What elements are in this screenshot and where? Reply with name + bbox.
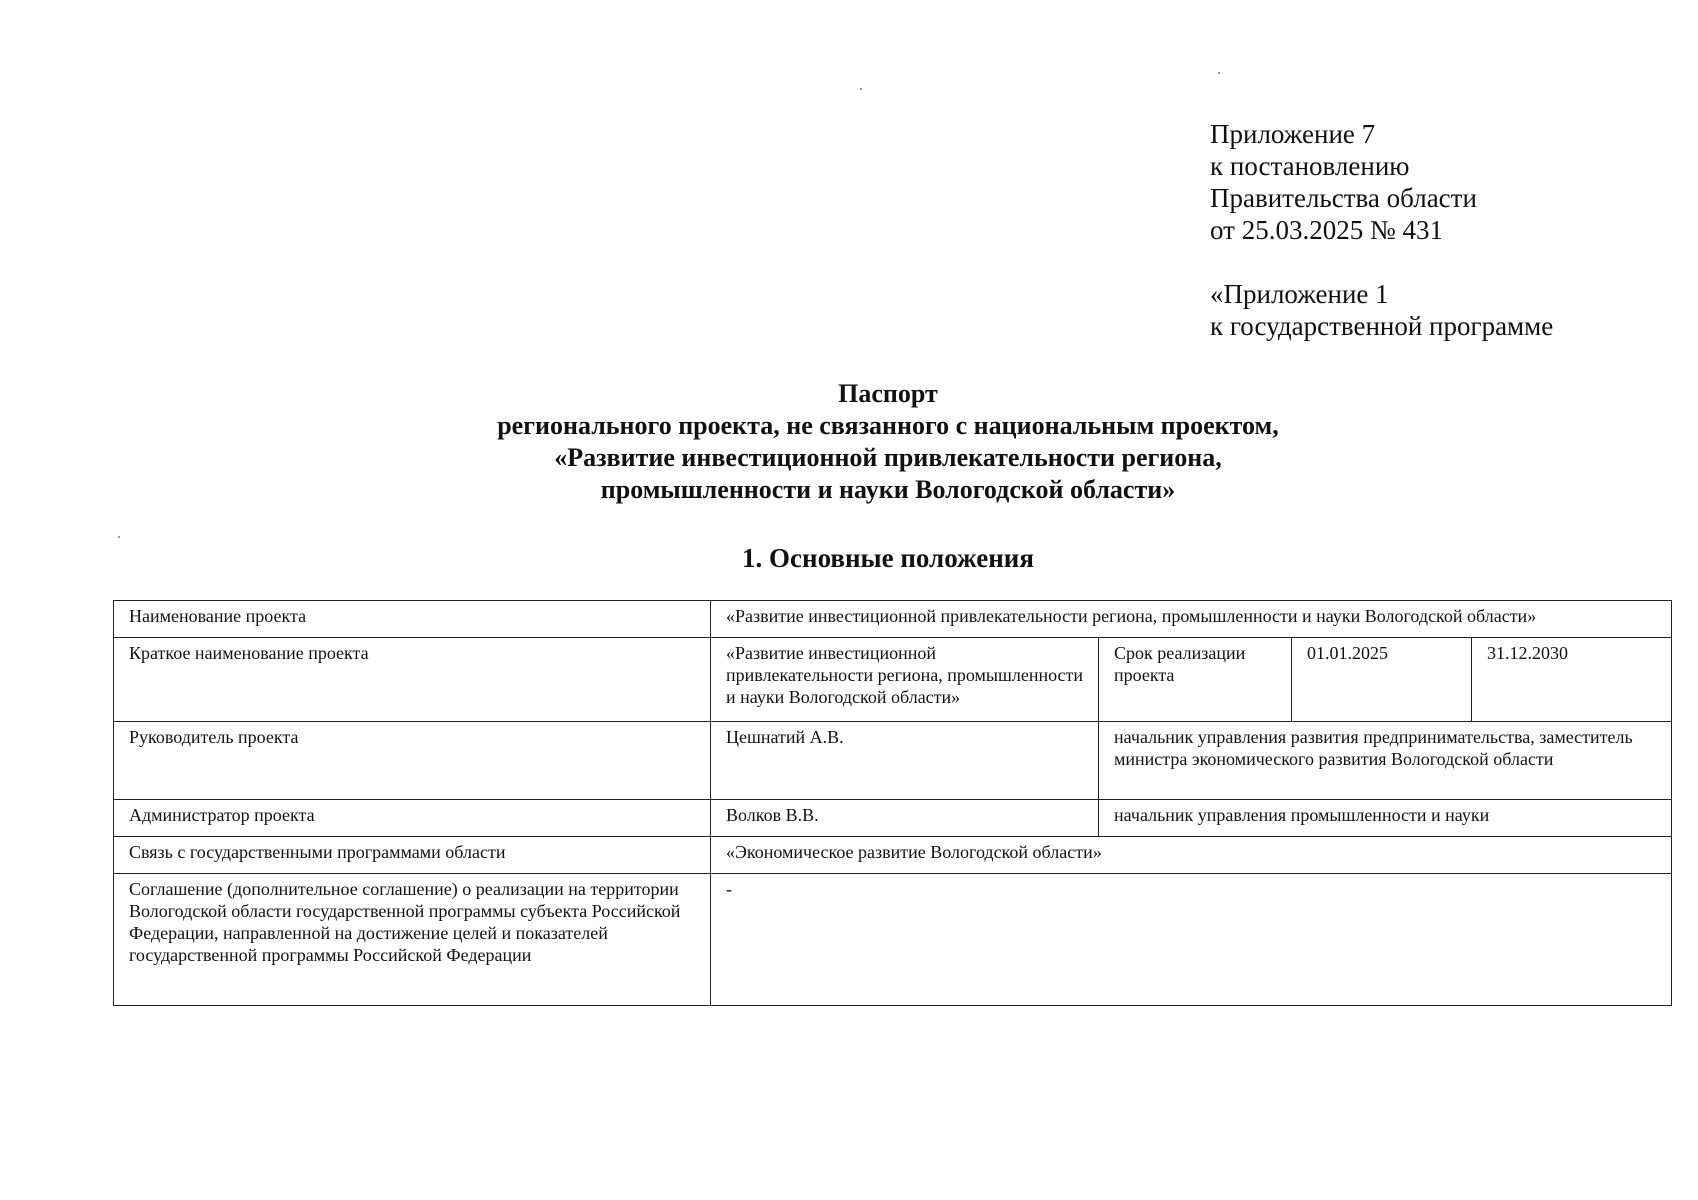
agreement-value: -	[711, 874, 1672, 1006]
appendix-line: Приложение 7	[1210, 119, 1376, 149]
appendix-line: к постановлению	[1210, 151, 1410, 181]
project-name-value: «Развитие инвестиционной привлекательности региона, промышленности и науки Вологодской области»	[711, 601, 1672, 638]
title-line: регионального проекта, не связанного с национальным проектом,	[497, 411, 1279, 440]
row-label: Соглашение (дополнительное соглашение) о реализации на территории Вологодской области государственной программы субъекта Российской Федерации, направленной на достижение целей и показателей государственной программы Российской Федерации	[114, 874, 711, 1006]
section-heading: 1. Основные положения	[742, 543, 1034, 573]
end-date: 31.12.2030	[1472, 638, 1672, 722]
table-row	[114, 638, 1672, 722]
scan-speck	[860, 88, 862, 90]
table-row	[114, 837, 1672, 874]
row-label: Связь с государственными программами области	[114, 837, 711, 874]
start-date: 01.01.2025	[1292, 638, 1472, 722]
table-row	[114, 722, 1672, 800]
table-row	[114, 601, 1672, 638]
table-row	[114, 874, 1672, 1006]
title-line: «Развитие инвестиционной привлекательности региона,	[554, 443, 1222, 472]
short-name-value: «Развитие инвестиционной привлекательности региона, промышленности и науки Вологодской области»	[711, 638, 1099, 722]
administrator-name: Волков В.В.	[711, 800, 1099, 837]
row-label: Администратор проекта	[114, 800, 711, 837]
administrator-position: начальник управления промышленности и науки	[1099, 800, 1672, 837]
appendix-line: «Приложение 1	[1210, 279, 1389, 309]
title-line: промышленности и науки Вологодской области»	[600, 475, 1176, 504]
row-label: Наименование проекта	[114, 601, 711, 638]
passport-table	[113, 600, 1672, 1006]
row-label: Руководитель проекта	[114, 722, 711, 800]
scan-speck	[1218, 72, 1220, 74]
leader-position: начальник управления развития предпринимательства, заместитель министра экономического развития Вологодской области	[1099, 722, 1672, 800]
table-row	[114, 800, 1672, 837]
title-line: Паспорт	[838, 379, 938, 408]
leader-name: Цешнатий А.В.	[711, 722, 1099, 800]
programs-value: «Экономическое развитие Вологодской области»	[711, 837, 1672, 874]
appendix-line: к государственной программе	[1210, 311, 1554, 341]
appendix-block	[1210, 118, 1553, 342]
term-label: Срок реализации проекта	[1099, 638, 1292, 722]
appendix-line: Правительства области	[1210, 183, 1477, 213]
scan-speck	[118, 536, 120, 538]
appendix-date-number: от 25.03.2025 № 431	[1210, 215, 1443, 245]
row-label: Краткое наименование проекта	[114, 638, 711, 722]
document-title	[0, 378, 1698, 506]
